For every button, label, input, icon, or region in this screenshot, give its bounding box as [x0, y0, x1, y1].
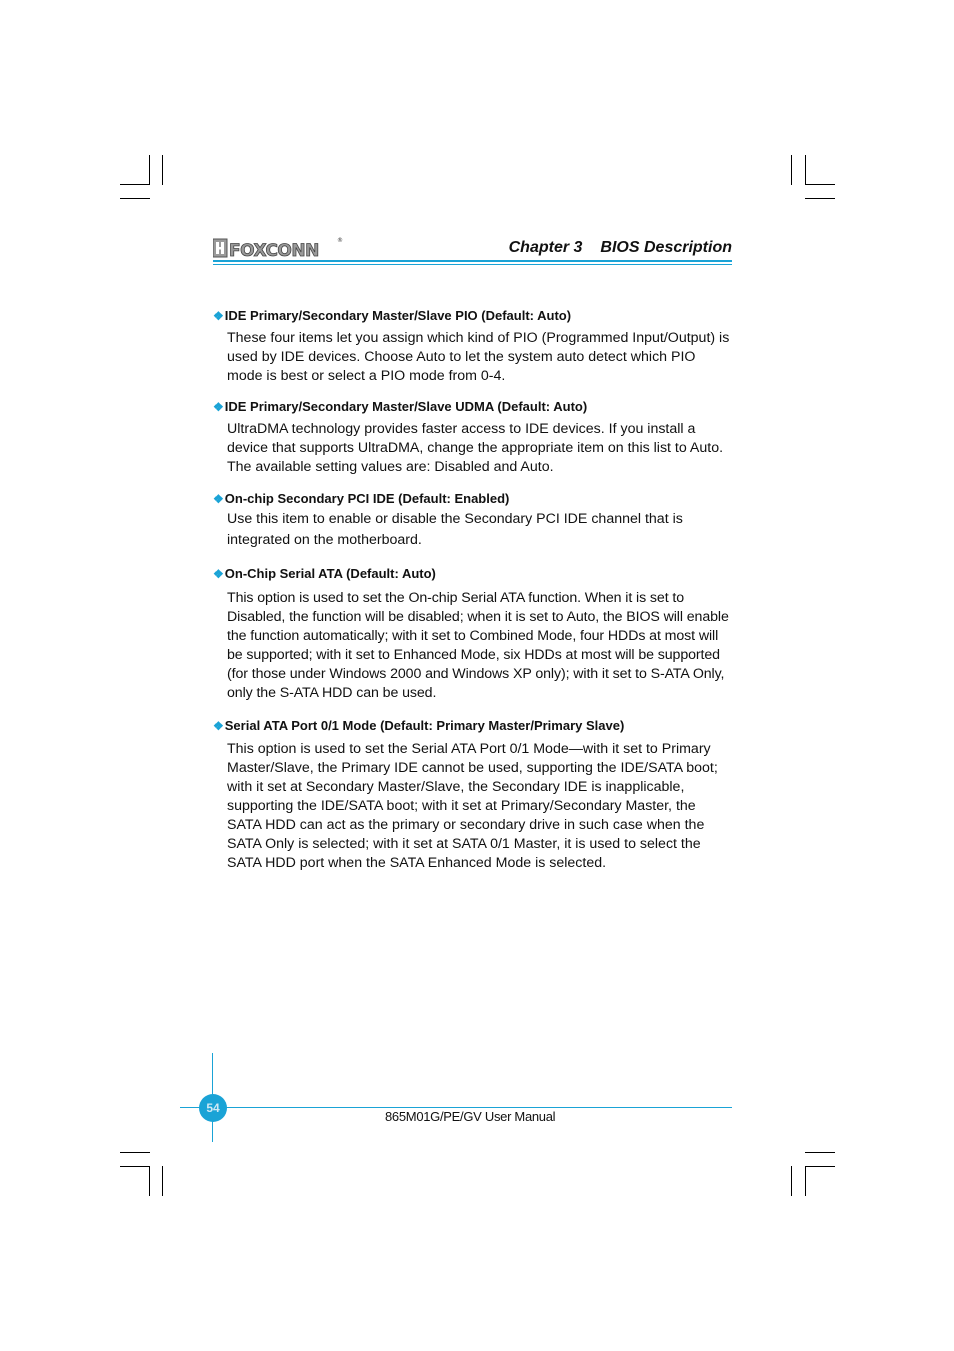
chapter-label: Chapter 3: [508, 239, 583, 256]
footer-rule: [180, 1107, 732, 1108]
section-sata-port-mode: [213, 718, 733, 873]
section-title: ❖IDE Primary/Secondary Master/Slave UDMA (Default: Auto): [213, 399, 588, 414]
section-body: These four items let you assign which kind of PIO (Programmed Input/Output) is used by IDE devices. Choose Auto to let the system auto detect which PIO mode is best or select a PIO mode from 0-4.: [227, 330, 730, 384]
crop-mark: [791, 1166, 792, 1196]
section-title: ❖On-Chip Serial ATA (Default: Auto): [213, 566, 436, 581]
crop-mark: [120, 184, 150, 185]
section-body: This option is used to set the Serial ATA Port 0/1 Mode—with it set to Primary Master/Slave, the Primary IDE cannot be used, supporting the IDE/SATA boot; with it set at Secondary Master/Slave, the Secondary IDE is inapplicable, supporting the IDE/SATA boot; with it set at Primary/Secondary Master, the SATA HDD can act as the primary or secondary drive in such case when the SATA Only is selected; with it set at SATA 0/1 Master, it is used to select the SATA HDD port when the SATA Enhanced Mode is selected.: [227, 741, 718, 871]
crop-mark: [120, 1166, 150, 1167]
crop-mark: [149, 1166, 150, 1196]
crop-mark: [791, 155, 792, 185]
crop-mark: [805, 1152, 835, 1153]
section-title: ❖Serial ATA Port 0/1 Mode (Default: Primary Master/Primary Slave): [213, 718, 625, 733]
diamond-bullet-icon: ❖: [213, 309, 224, 323]
crop-mark: [805, 155, 806, 185]
crop-mark: [805, 1166, 806, 1196]
header-rule: [213, 260, 732, 262]
crop-mark: [805, 1166, 835, 1167]
crop-mark: [120, 1152, 150, 1153]
logo-wordmark: FOXCONN: [229, 241, 319, 260]
crop-mark: [162, 1166, 163, 1196]
diamond-bullet-icon: ❖: [213, 400, 224, 414]
section-title: ❖On-chip Secondary PCI IDE (Default: Enabled): [213, 491, 510, 506]
crop-mark: [805, 198, 835, 199]
crop-mark: [162, 155, 163, 185]
section-secondary-pci-ide: [213, 491, 733, 551]
diamond-bullet-icon: ❖: [213, 567, 224, 581]
registered-mark: ®: [337, 237, 343, 244]
section-serial-ata: [213, 566, 733, 703]
section-body: This option is used to set the On-chip Serial ATA function. When it is set to Disabled, the function will be disabled; when it is set to Auto, the BIOS will enable the function automatically; with it set to Combined Mode, four HDDs at most will be supported; with it set to Enhanced Mode, six HDDs at most will be supported (for those under Windows 2000 and Windows XP only); with it set to S-ATA Only, only the S-ATA HDD can be used.: [227, 590, 729, 701]
diamond-bullet-icon: ❖: [213, 492, 224, 506]
chapter-header: [470, 239, 732, 257]
section-body: UltraDMA technology provides faster access to IDE devices. If you install a device that supports UltraDMA, change the appropriate item on this list to Auto. The available setting values are: Disabled and Auto.: [227, 421, 724, 475]
diamond-bullet-icon: ❖: [213, 719, 224, 733]
crop-mark: [149, 155, 150, 185]
crop-mark: [120, 198, 150, 199]
section-ide-pio: [213, 308, 733, 386]
foxconn-logo: [213, 236, 343, 260]
section-body: Use this item to enable or disable the Secondary PCI IDE channel that is integrated on the motherboard.: [227, 511, 683, 548]
page-number-badge: 54: [199, 1094, 227, 1122]
manual-title: 865M01G/PE/GV User Manual: [385, 1109, 556, 1124]
crop-mark: [805, 184, 835, 185]
section-ide-udma: [213, 399, 733, 477]
header-rule-thin: [213, 264, 732, 265]
chapter-title: BIOS Description: [600, 239, 732, 256]
section-title: ❖IDE Primary/Secondary Master/Slave PIO (Default: Auto): [213, 308, 572, 323]
